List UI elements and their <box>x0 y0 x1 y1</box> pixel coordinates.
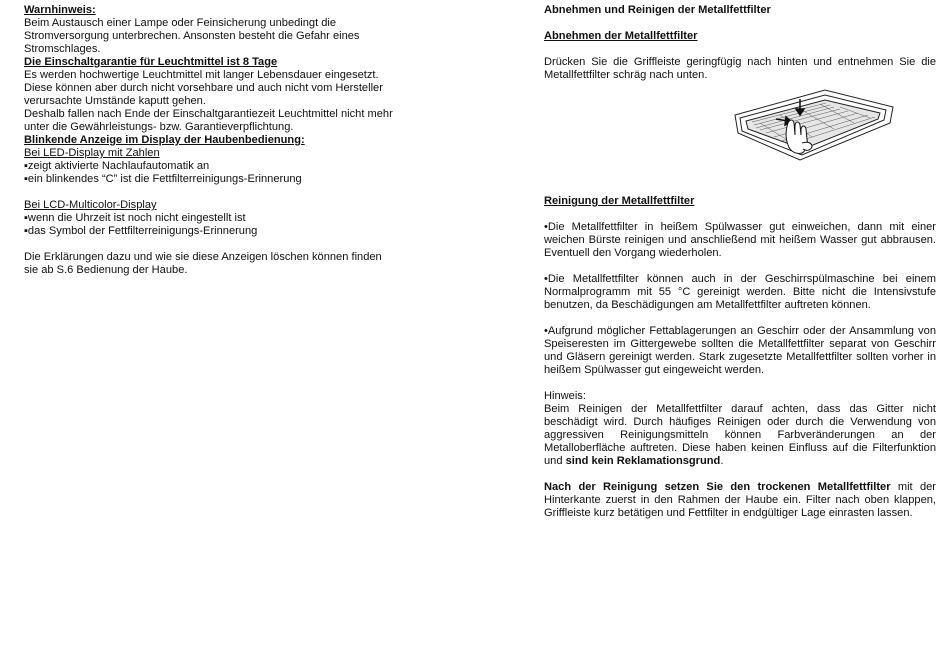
warning-line: Stromschlages. <box>24 43 101 55</box>
guarantee-line: unter die Gewährleistungs- bzw. Garantieverpflichtung. <box>24 121 294 133</box>
hint-heading: Hinweis: <box>544 390 586 402</box>
cleaning-paragraph: •Die Metallfettfilter in heißem Spülwasser gut einweichen, dann mit einer weichen Bürste reinigen und anschließend mit heißem Wasser gut abbrausen. Eventuell den Vorgang wiederholen. <box>544 221 936 259</box>
lcd-display-heading: Bei LCD-Multicolor-Display <box>24 199 157 211</box>
spacer <box>544 43 936 56</box>
led-item: ▪ein blinkendes “C” ist die Fettfilterreinigungs-Erinnerung <box>24 173 302 185</box>
guarantee-line: Diese können aber durch nicht vorsehbare und auch nicht vom Hersteller <box>24 82 383 94</box>
cleaning-heading: Reinigung der Metallfettfilter <box>544 195 695 207</box>
guarantee-line: verursachte Umstände kaputt gehen. <box>24 95 206 107</box>
main-heading: Abnehmen und Reinigen der Metallfettfilter <box>544 4 771 16</box>
cleaning-paragraph: •Aufgrund möglicher Fettablagerungen an Geschirr oder der Ansammlung von Speiseresten im Gittergewebe sollten die Metallfettfilter separat von Geschirr und Gläsern gereinigt werden. Stark zugesetzte Metallfettfilter sollten vorher in heißem Spülwasser gut eingeweicht werden. <box>544 325 936 376</box>
right-column <box>544 4 936 520</box>
spacer <box>24 186 416 199</box>
hint-end: . <box>720 455 724 467</box>
remove-filter-text: Drücken Sie die Griffleiste geringfügig nach hinten und entnehmen Sie die Metallfettfilter schräg nach unten. <box>544 56 936 81</box>
left-column <box>24 4 416 277</box>
final-text: mit der Hinterkante zuerst in den Rahmen der Haube ein. Filter nach oben klappen, Griffleiste kurz betätigen und Fettfilter in endgültiger Lage einrasten lassen. <box>544 481 936 519</box>
closing-line: sie ab S.6 Bedienung der Haube. <box>24 264 188 276</box>
guarantee-line: Deshalb fallen nach Ende der Einschaltgarantiezeit Leuchtmittel nicht mehr <box>24 108 393 120</box>
final-paragraph <box>544 481 936 520</box>
remove-filter-heading: Abnehmen der Metallfettfilter <box>544 30 698 42</box>
spacer <box>544 208 936 221</box>
spacer <box>544 377 936 390</box>
hint-bold-text: sind kein Reklamationsgrund <box>565 455 721 467</box>
hint-paragraph <box>544 403 936 468</box>
hint-text: Beim Reinigen der Metallfettfilter darauf achten, dass das Gitter nicht beschädigt wird. Durch häufiges Reinigen oder durch die Verwendung von aggressiven Reinigungsmitteln können Farbveränderungen an der Metalloberfläche auftreten. Diese haben keinen Einfluss auf die Filterfunktion und <box>544 403 936 467</box>
spacer <box>24 238 416 251</box>
spacer <box>544 468 936 481</box>
spacer <box>544 17 936 30</box>
spacer <box>544 260 936 273</box>
final-bold-text: Nach der Reinigung setzen Sie den trockenen Metallfettfilter <box>544 481 891 493</box>
led-item: ▪zeigt aktivierte Nachlaufautomatik an <box>24 160 210 172</box>
lcd-item: ▪wenn die Uhrzeit ist noch nicht eingestellt ist <box>24 212 246 224</box>
guarantee-line: Es werden hochwertige Leuchtmittel mit langer Lebensdauer eingesetzt. <box>24 69 379 81</box>
cleaning-paragraph: •Die Metallfettfilter können auch in der Geschirrspülmaschine bei einem Normalprogramm mit 55 °C gereinigt werden. Bitte nicht die Intensivstufe benutzen, da Beschädigungen am Metallfettfilter auftreten können. <box>544 273 936 311</box>
blink-display-heading: Blinkende Anzeige im Display der Haubenbedienung: <box>24 134 305 146</box>
led-display-heading: Bei LED-Display mit Zahlen <box>24 147 160 159</box>
warning-line: Beim Austausch einer Lampe oder Feinsicherung unbedingt die <box>24 17 337 29</box>
warning-line: Stromversorgung unterbrechen. Ansonsten besteht die Gefahr eines <box>24 30 360 42</box>
spacer <box>544 312 936 325</box>
lcd-item: ▪das Symbol der Fettfilterreinigungs-Erinnerung <box>24 225 258 237</box>
filter-removal-illustration <box>730 85 896 167</box>
warning-heading: Warnhinweis: <box>24 4 96 16</box>
guarantee-heading: Die Einschaltgarantie für Leuchtmittel ist 8 Tage <box>24 56 278 68</box>
closing-line: Die Erklärungen dazu und wie sie diese Anzeigen löschen können finden <box>24 251 382 263</box>
